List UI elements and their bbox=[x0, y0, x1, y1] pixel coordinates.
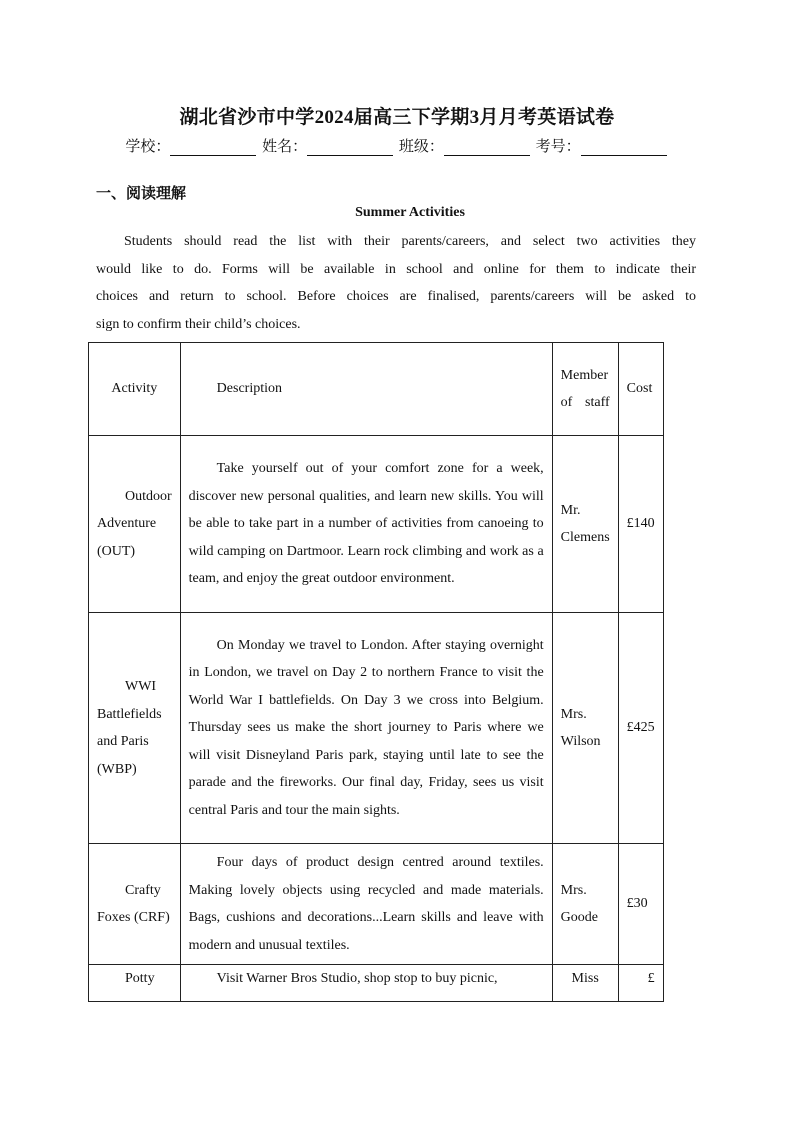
name-label: 姓名： bbox=[262, 139, 308, 155]
activity-description: Visit Warner Bros Studio, shop stop to buy picnic, bbox=[180, 965, 552, 1002]
school-blank[interactable] bbox=[170, 139, 256, 156]
activity-name: Outdoor Adventure (OUT) bbox=[89, 436, 181, 613]
activity-staff: Miss bbox=[552, 965, 618, 1002]
name-blank[interactable] bbox=[307, 139, 393, 156]
activity-cost: £ bbox=[618, 965, 663, 1002]
table-header-row bbox=[89, 343, 664, 436]
header-staff: Member of staff bbox=[552, 343, 618, 436]
activity-name: Crafty Foxes (CRF) bbox=[89, 844, 181, 965]
exam-title: 湖北省沙市中学2024届高三下学期3月月考英语试卷 bbox=[179, 107, 615, 128]
intro-line: sign to confirm their child’s choices. bbox=[96, 316, 301, 332]
intro-line: choices and return to school. Before choices are finalised, parents/careers will be asked to bbox=[96, 289, 696, 304]
student-info-line bbox=[0, 135, 794, 156]
section-heading: 一、阅读理解 bbox=[96, 186, 187, 202]
school-label: 学校： bbox=[125, 139, 171, 155]
activity-cost: £140 bbox=[618, 436, 663, 613]
exam-number-blank[interactable] bbox=[581, 139, 667, 156]
passage-title: Summer Activities bbox=[355, 205, 465, 220]
exam-number-label: 考号： bbox=[535, 139, 581, 155]
activity-staff: Mr. Clemens bbox=[552, 436, 618, 613]
table-row bbox=[89, 844, 664, 965]
activity-staff: Mrs. Goode bbox=[552, 844, 618, 965]
class-label: 班级： bbox=[398, 139, 444, 155]
intro-line: would like to do. Forms will be available in school and online for them to indicate their bbox=[96, 261, 696, 277]
activity-name: WWI Battlefields and Paris (WBP) bbox=[89, 613, 181, 844]
activity-description: On Monday we travel to London. After staying overnight in London, we travel on Day 2 to northern France to visit the World War I battlefields. On Day 3 we cross into Belgium. Thursday sees us make the short journey to Paris where we will visit Disneyland Paris park, staying until late to see the parade and the fireworks. Our final day, Friday, sees us visit central Paris and tour the main sights. bbox=[180, 613, 552, 844]
activity-staff: Mrs. Wilson bbox=[552, 613, 618, 844]
table-row bbox=[89, 965, 664, 1002]
header-cost: Cost bbox=[618, 343, 663, 436]
header-description: Description bbox=[180, 343, 552, 436]
passage-intro bbox=[96, 228, 696, 338]
header-activity: Activity bbox=[89, 343, 181, 436]
activity-description: Four days of product design centred around textiles. Making lovely objects using recycled and made materials. Bags, cushions and decorations...Learn skills and leave with modern and unusual textiles. bbox=[180, 844, 552, 965]
activity-cost: £30 bbox=[618, 844, 663, 965]
class-blank[interactable] bbox=[444, 139, 530, 156]
intro-line: Students should read the list with their parents/careers, and select two activities they bbox=[124, 234, 696, 249]
activity-name: Potty bbox=[89, 965, 181, 1002]
activities-table bbox=[88, 342, 664, 1002]
table-row bbox=[89, 613, 664, 844]
activity-description: Take yourself out of your comfort zone for a week, discover new personal qualities, and learn new skills. You will be able to take part in a number of activities from canoeing to wild camping on Dartmoor. Learn rock climbing and work as a team, and enjoy the great outdoor environment. bbox=[180, 436, 552, 613]
table-row bbox=[89, 436, 664, 613]
activity-cost: £425 bbox=[618, 613, 663, 844]
